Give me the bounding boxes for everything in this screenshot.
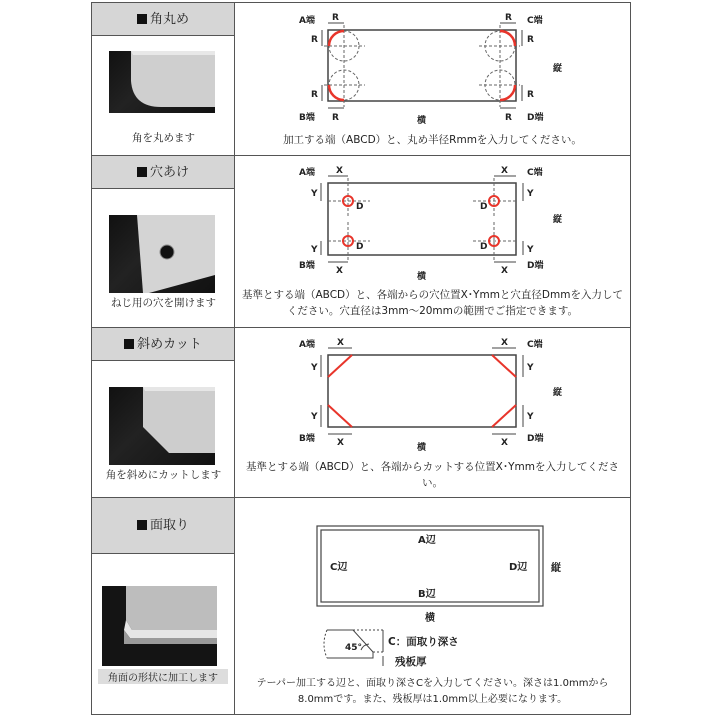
hole-photo-graphic (109, 215, 215, 293)
diagonal-y-label-2: Y (527, 363, 534, 373)
hole-right-cell (235, 156, 630, 327)
hole-a-label: A端 (299, 168, 315, 178)
diagonal-photo (109, 387, 215, 465)
diagonal-c-label: C端 (527, 340, 543, 350)
corner-r-label-6: R (527, 35, 534, 45)
square-bullet-icon (124, 339, 134, 349)
chamfer-photo (102, 586, 217, 666)
diagonal-x-label-4: X (501, 438, 508, 448)
diagonal-photo-graphic (109, 387, 215, 465)
diagonal-diagram (235, 328, 630, 453)
corner-r-label-1: R (332, 13, 339, 23)
corner-width-label: 横 (417, 116, 427, 126)
square-bullet-icon (137, 167, 147, 177)
corner-round-caption: 角を丸めます (132, 132, 195, 144)
chamfer-title: 面取り (149, 518, 189, 533)
hole-d-dia-label-3: D (356, 242, 364, 252)
corner-r-label-3: R (332, 113, 339, 123)
chamfer-depth-label: C：面取り深さ (388, 636, 459, 648)
hole-diagram (235, 156, 630, 281)
chamfer-remain-label: 残板厚 (395, 656, 427, 668)
hole-height-label: 縦 (553, 215, 563, 225)
hole-title: 穴あけ (149, 165, 189, 180)
diagonal-height-label: 縦 (553, 388, 563, 398)
corner-r-label-7: R (311, 90, 318, 100)
chamfer-header (92, 498, 234, 554)
square-bullet-icon (137, 14, 147, 24)
diagonal-left-cell (92, 328, 235, 497)
square-bullet-icon (137, 520, 147, 530)
hole-d-label: D端 (527, 261, 544, 271)
corner-round-header (92, 3, 234, 36)
diagonal-y-label-1: Y (311, 363, 318, 373)
section-hole-drilling (92, 156, 630, 328)
corner-round-left-cell (92, 3, 235, 155)
corner-b-label: B端 (299, 113, 315, 123)
chamfer-photo-graphic (102, 586, 217, 666)
hole-header (92, 156, 234, 189)
hole-d-dia-label-2: D (480, 202, 488, 212)
corner-r-label-8: R (527, 90, 534, 100)
diagonal-caption: 角を斜めにカットします (105, 469, 222, 481)
hole-y-label-3: Y (311, 245, 318, 255)
chamfer-angle-label: 45° (345, 643, 363, 653)
corner-round-photo (109, 51, 215, 113)
hole-c-label: C端 (527, 168, 543, 178)
section-chamfer (92, 498, 630, 714)
corner-round-right-cell (235, 3, 630, 155)
chamfer-width-label: 横 (425, 613, 435, 624)
section-diagonal-cut (92, 328, 630, 498)
hole-y-label-2: Y (527, 189, 534, 199)
corner-r-label-2: R (505, 13, 512, 23)
chamfer-description: テーパー加工する辺と、面取り深さCを入力してください。深さは1.0mmから8.0mmです。また、残板厚は1.0mm以上必要になります。 (256, 678, 609, 705)
hole-caption: ねじ用の穴を開けます (111, 297, 216, 309)
corner-round-description: 加工する端（ABCD）と、丸め半径Rmmを入力してください。 (283, 134, 582, 146)
hole-y-label-1: Y (311, 189, 318, 199)
corner-r-label-4: R (505, 113, 512, 123)
diagonal-width-label: 横 (417, 443, 427, 453)
hole-x-label-2: X (501, 166, 508, 176)
corner-height-label: 縦 (553, 64, 563, 74)
diagonal-y-label-4: Y (527, 412, 534, 422)
diagonal-x-label-2: X (501, 338, 508, 348)
chamfer-caption: 角面の形状に加工します (98, 669, 228, 684)
diagonal-description: 基準とする端（ABCD）と、各端からカットする位置X･Ymmを入力してください。 (245, 461, 619, 489)
hole-x-label-4: X (501, 266, 508, 276)
chamfer-c-edge-label: C辺 (330, 562, 348, 573)
hole-photo (109, 215, 215, 293)
diagonal-right-cell (235, 328, 630, 497)
hole-d-dia-label-1: D (356, 202, 364, 212)
corner-round-diagram (235, 3, 630, 128)
diagonal-d-label: D端 (527, 434, 544, 444)
diagonal-title: 斜めカット (137, 337, 202, 352)
corner-c-label: C端 (527, 16, 543, 26)
chamfer-diagram (235, 498, 630, 668)
hole-d-dia-label-4: D (480, 242, 488, 252)
chamfer-b-edge-label: B辺 (418, 589, 436, 600)
diagonal-x-label-3: X (337, 438, 344, 448)
diagonal-x-label-1: X (337, 338, 344, 348)
corner-r-label-5: R (311, 35, 318, 45)
chamfer-d-edge-label: D辺 (509, 562, 528, 573)
hole-left-cell (92, 156, 235, 327)
diagonal-header (92, 328, 234, 361)
processing-options-table (91, 2, 631, 715)
corner-a-label: A端 (299, 16, 315, 26)
hole-x-label-1: X (336, 166, 343, 176)
hole-x-label-3: X (336, 266, 343, 276)
chamfer-left-cell (92, 498, 235, 714)
diagonal-b-label: B端 (299, 434, 315, 444)
hole-description: 基準とする端（ABCD）と、各端からの穴位置X･Ymmと穴直径Dmmを入力してください。穴直径は3mm～20mmの範囲でご指定できます。 (242, 289, 623, 317)
corner-round-photo-graphic (109, 51, 215, 113)
chamfer-height-label: 縦 (551, 563, 561, 574)
hole-y-label-4: Y (527, 245, 534, 255)
section-corner-round (92, 3, 630, 156)
hole-b-label: B端 (299, 261, 315, 271)
corner-round-title: 角丸め (149, 12, 189, 27)
diagonal-y-label-3: Y (311, 412, 318, 422)
chamfer-a-edge-label: A辺 (418, 535, 436, 546)
hole-width-label: 横 (417, 272, 427, 281)
diagonal-a-label: A端 (299, 340, 315, 350)
corner-d-label: D端 (527, 113, 544, 123)
chamfer-right-cell (235, 498, 630, 714)
